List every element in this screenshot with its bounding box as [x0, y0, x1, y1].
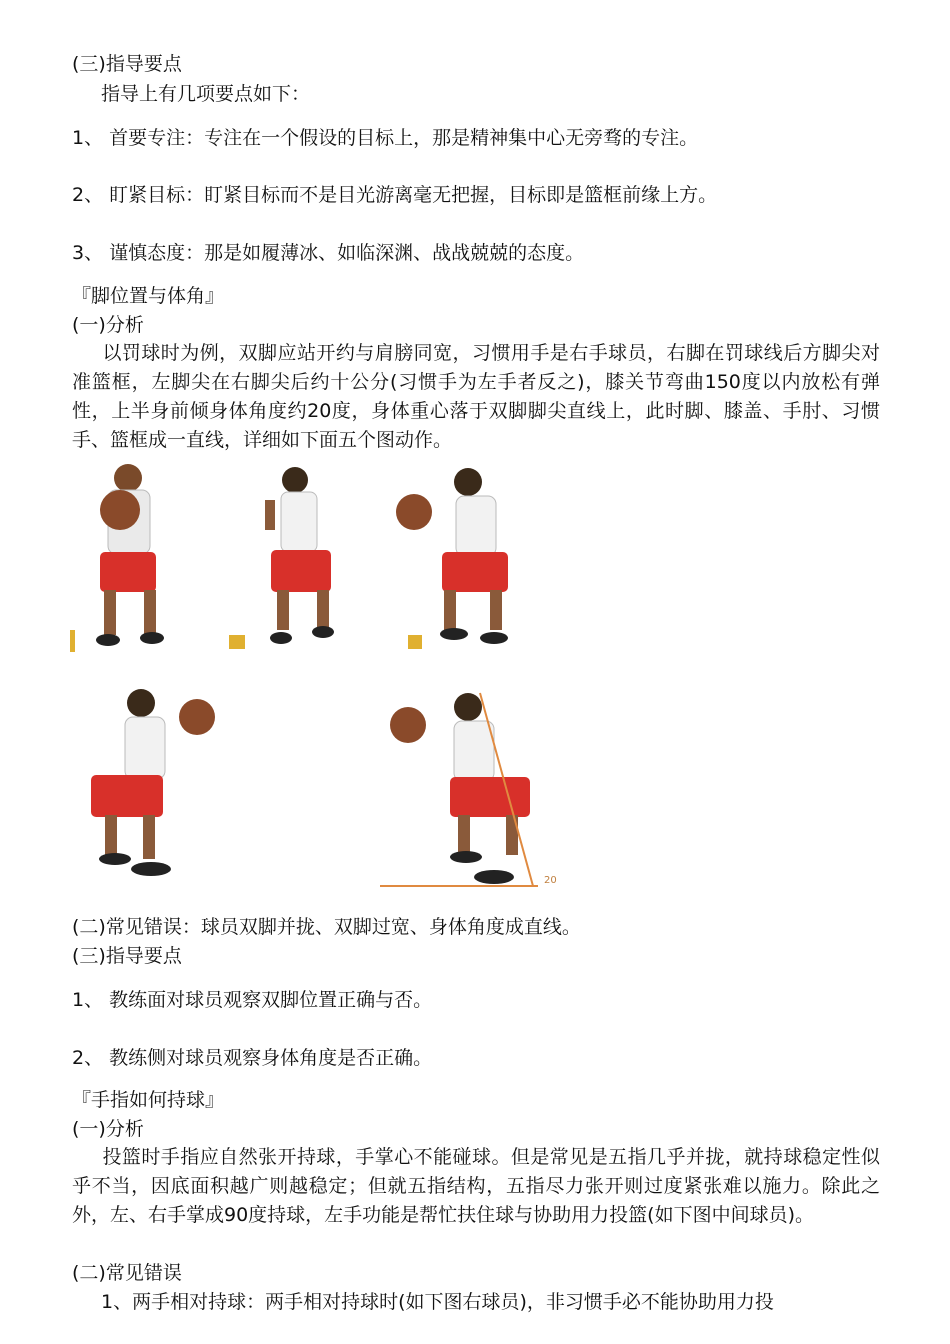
section1-point-3: 3、 谨慎态度：那是如履薄冰、如临深渊、战战兢兢的态度。 — [72, 242, 585, 264]
section1-point-1: 1、 首要专注：专注在一个假设的目标上，那是精神集中心无旁骛的专注。 — [72, 127, 699, 149]
section2-guide-heading: (三)指导要点 — [72, 945, 182, 967]
section1-point-2: 2、 盯紧目标：盯紧目标而不是目光游离毫无把握，目标即是篮框前缘上方。 — [72, 184, 718, 206]
section1-intro: 指导上有几项要点如下： — [101, 83, 311, 105]
section1-heading: (三)指导要点 — [72, 53, 182, 75]
shooting-stance-photo-2 — [225, 460, 345, 655]
shooting-stance-photo-3 — [390, 460, 530, 655]
section3-error-1: 1、两手相对持球：两手相对持球时(如下图右球员)，非习惯手必不能协助用力投 — [101, 1291, 774, 1313]
section2-analysis-heading: (一)分析 — [72, 314, 144, 336]
section3-analysis-text: 投篮时手指应自然张开持球，手掌心不能碰球。但是常见是五指几乎并拢，就持球稳定性似乎不当，因底面积越广则越稳定；但就五指结构，五指尽力张开则过度紧张难以施力。除此之外，左、右手掌成90度持球，左手功能是帮忙扶住球与协助用力投篮(如下图中间球员)。 — [72, 1146, 880, 1226]
section3-errors-heading: (二)常见错误 — [72, 1262, 182, 1284]
section3-analysis-paragraph — [72, 1143, 880, 1230]
section3-title: 『手指如何持球』 — [72, 1089, 225, 1111]
angle-label: 20 — [544, 875, 557, 886]
shooting-stance-photo-5 — [378, 683, 563, 888]
section2-title: 『脚位置与体角』 — [72, 285, 225, 307]
section2-guide-point-2: 2、 教练侧对球员观察身体角度是否正确。 — [72, 1047, 433, 1069]
shooting-stance-photo-4 — [85, 683, 225, 883]
shooting-stance-photo-1 — [70, 460, 180, 655]
section2-analysis-text: 以罚球时为例，双脚应站开约与肩膀同宽，习惯用手是右手球员，右脚在罚球线后方脚尖对准篮框，左脚尖在右脚尖后约十公分(习惯手为左手者反之)，膝关节弯曲150度以内放松有弹性，上半身前倾身体角度约20度，身体重心落于双脚脚尖直线上，此时脚、膝盖、手肘、习惯手、篮框成一直线，详细如下面五个图动作。 — [72, 342, 880, 451]
section2-errors: (二)常见错误：球员双脚并拢、双脚过宽、身体角度成直线。 — [72, 916, 581, 938]
section3-analysis-heading: (一)分析 — [72, 1118, 144, 1140]
section2-guide-point-1: 1、 教练面对球员观察双脚位置正确与否。 — [72, 989, 433, 1011]
section2-analysis-paragraph — [72, 339, 880, 455]
